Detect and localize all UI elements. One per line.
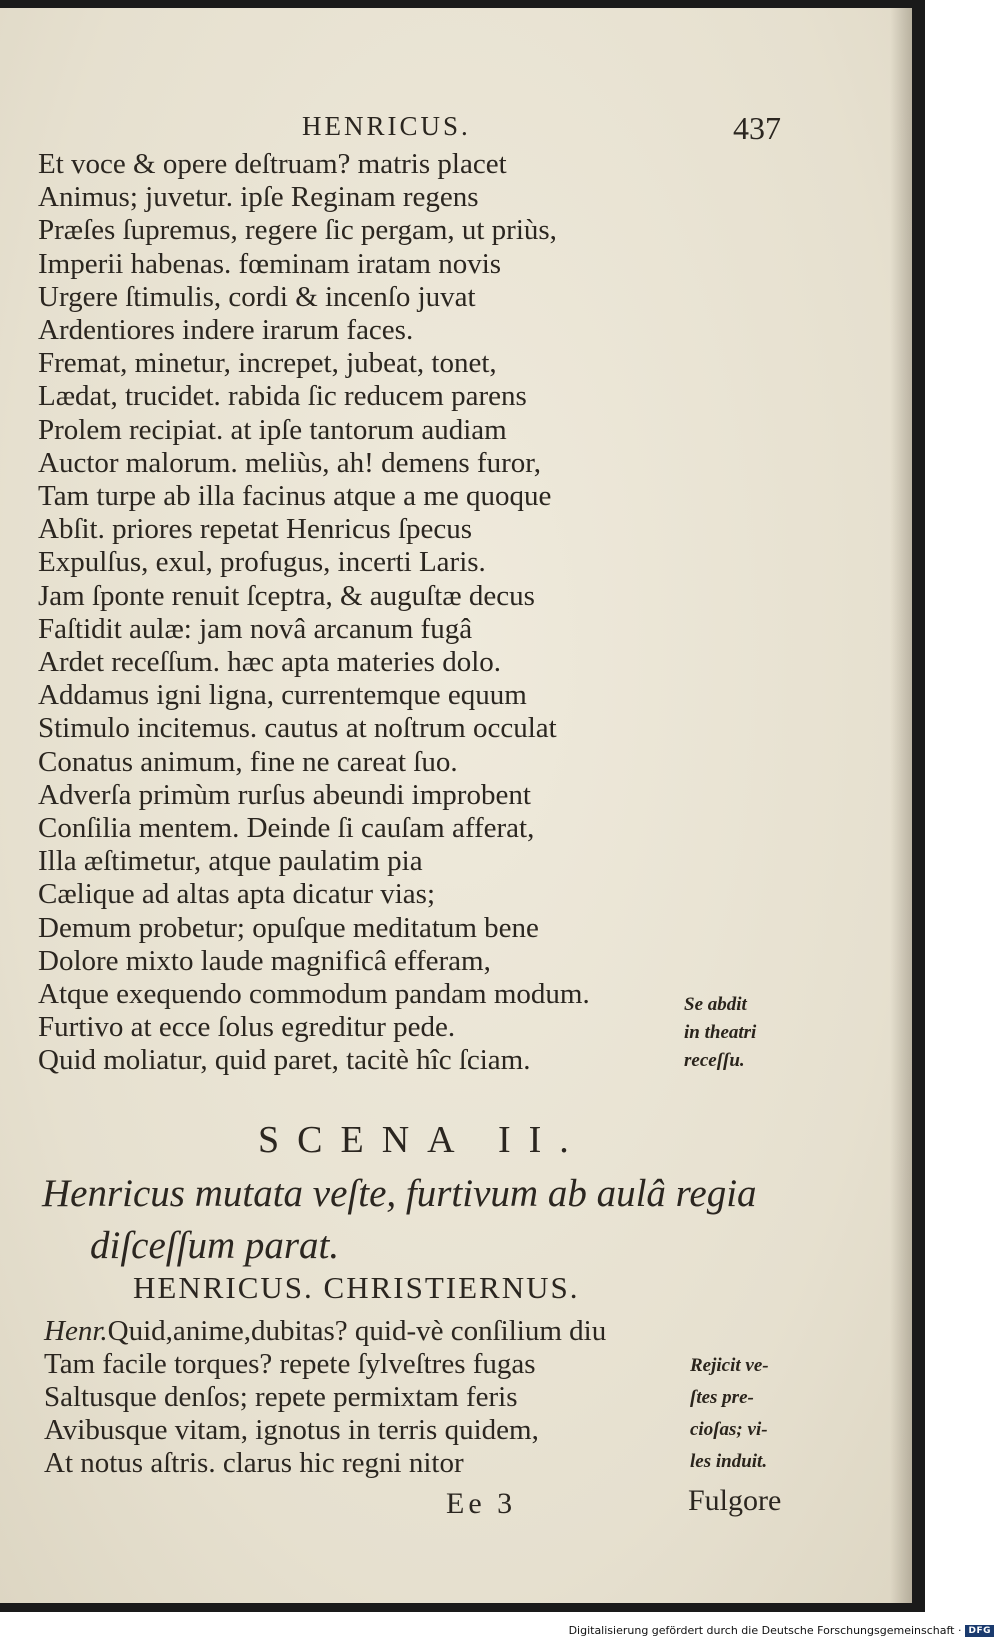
verse-line: Expulſus, exul, profugus, incerti Laris. (38, 546, 486, 579)
verse-line: Addamus igni ligna, currentemque equum (38, 679, 527, 712)
verse-line: Prolem recipiat. at ipſe tantorum audiam (38, 413, 507, 446)
verse-line: Abſit. priores repetat Henricus ſpecus (38, 513, 473, 546)
catchword: Fulgore (688, 1484, 782, 1517)
verse-line: Imperii habenas. fœminam iratam novis (38, 247, 502, 280)
verse-line: Dolore mixto laude magnificâ efferam, (38, 944, 491, 977)
verse-line: Auctor malorum. meliùs, ah! demens furor, (38, 446, 541, 479)
verse-line: Illa æſtimetur, atque paulatim pia (38, 845, 423, 878)
verse-block (38, 148, 688, 1078)
note-line: cioſas; vi- (690, 1419, 768, 1440)
verse-line (44, 1315, 704, 1348)
note-line: receſſu. (684, 1050, 745, 1071)
verse-line: Jam ſponte renuit ſceptra, & auguſtæ decus (38, 579, 535, 612)
note-line: Se abdit (684, 994, 747, 1015)
speaker-label: Henr. (44, 1315, 108, 1347)
book-page (0, 8, 912, 1603)
verse-line: Et voce & opere deſtruam? matris placet (38, 148, 507, 180)
page-edge-shadow (890, 8, 912, 1603)
dramatis-personae: HENRICUS. CHRISTIERNUS. (133, 1270, 580, 1305)
verse-line: At notus aſtris. clarus hic regni nitor (44, 1447, 464, 1479)
verse-line: Stimulo incitemus. cautus at noſtrum occulat (38, 712, 557, 745)
verse-line: Faſtidit aulæ: jam novâ arcanum fugâ (38, 612, 473, 645)
note-line: ſtes pre- (690, 1387, 754, 1408)
credit-text: Digitalisierung gefördert durch die Deutsche Forschungsgemeinschaft · (568, 1624, 962, 1637)
verse-text: Quid,anime,dubitas? quid-vè conſilium diu (107, 1315, 607, 1347)
verse-line: Tam turpe ab illa facinus atque a me quoque (38, 480, 552, 513)
verse-line: Furtivo at ecce ſolus egreditur pede. (38, 1011, 456, 1044)
scene-verse-block (44, 1315, 704, 1480)
running-head: HENRICUS. (302, 111, 471, 141)
signature-mark: Ee 3 (446, 1487, 517, 1520)
verse-line: Ardentiores indere irarum faces. (38, 314, 414, 347)
verse-line: Fremat, minetur, increpet, jubeat, tonet, (38, 347, 497, 380)
note-line: les induit. (690, 1451, 768, 1472)
verse-line: Lædat, trucidet. rabida ſic reducem parens (38, 380, 527, 413)
note-line: Rejicit ve- (690, 1355, 769, 1376)
verse-line: Adverſa primùm rurſus abeundi improbent (38, 778, 531, 811)
scene-description: Henricus mutata veſte, furtivum ab aulâ regia diſceſſum parat. (42, 1172, 757, 1267)
verse-line: Præſes ſupremus, regere ſic pergam, ut priùs, (38, 214, 557, 247)
verse-line: Conatus animum, fine ne careat ſuo. (38, 745, 458, 778)
verse-line: Animus; juvetur. ipſe Reginam regens (38, 181, 479, 214)
stage-direction-note (684, 991, 756, 1075)
page-number: 437 (733, 110, 781, 146)
verse-line: Conſilia mentem. Deinde ſi cauſam afferat, (38, 812, 535, 845)
verse-line: Avibusque vitam, ignotus in terris quidem, (44, 1414, 539, 1446)
stage-direction-note (690, 1350, 769, 1478)
digitization-credit (569, 1624, 994, 1637)
verse-line: Quid moliatur, quid paret, tacitè hîc ſciam. (38, 1044, 531, 1077)
verse-line: Demum probetur; opuſque meditatum bene (38, 911, 539, 944)
verse-line: Saltusque denſos; repete permixtam feris (44, 1381, 518, 1413)
scene-heading: SCENA II. (258, 1119, 587, 1161)
dfg-logo: DFG (965, 1625, 994, 1637)
verse-line: Tam facile torques? repete ſylveſtres fugas (44, 1348, 536, 1380)
note-line: in theatri (684, 1022, 757, 1043)
verse-line: Ardet receſſum. hæc apta materies dolo. (38, 646, 502, 679)
verse-line: Urgere ſtimulis, cordi & incenſo juvat (38, 280, 476, 313)
verse-line: Atque exequendo commodum pandam modum. (38, 978, 590, 1011)
verse-line: Cælique ad altas apta dicatur vias; (38, 878, 436, 911)
